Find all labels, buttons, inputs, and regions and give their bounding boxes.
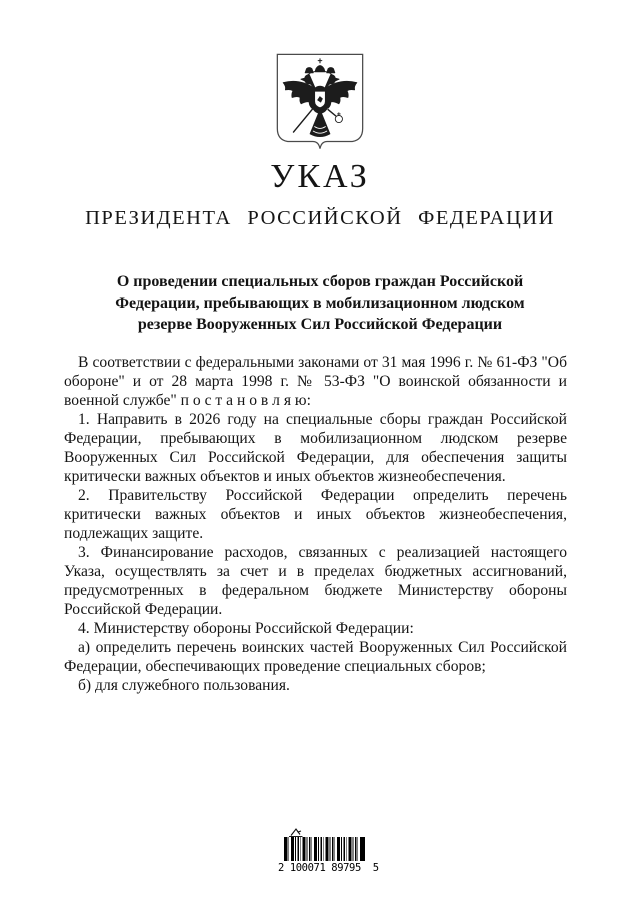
paragraph-item-3: 3. Финансирование расходов, связанных с реализацией настоящего Указа, осуществлять за счет и в пределах бюджетных ассигнований, предусмотренных в федеральном бюджете Министерству обороны Российской Федерации.	[64, 544, 567, 618]
decree-title: УКАЗ	[270, 158, 370, 195]
barcode-bars-icon	[284, 837, 365, 861]
decree-subject	[50, 271, 590, 336]
paragraph-intro: В соответствии с федеральными законами от 31 мая 1996 г. № 61-ФЗ "Об обороне" и от 28 марта 1998 г. № 53-ФЗ "О воинской обязанности и военной службе" п о с т а н о в л я ю:	[64, 354, 567, 409]
subject-line: О проведении специальных сборов граждан Российской	[116, 273, 524, 290]
paragraph-item-4: 4. Министерству обороны Российской Федерации:	[78, 620, 414, 637]
coat-of-arms-icon	[275, 53, 365, 155]
paragraph-item-1: 1. Направить в 2026 году на специальные сборы граждан Российской Федерации, пребывающих в мобилизационном людском резерве Вооруженных Сил Российской Федерации, для обеспечения защиты критически важных объектов и иных объектов жизнеобеспечения.	[64, 411, 567, 485]
decree-body	[64, 353, 567, 695]
subject-line: резерве Вооруженных Сил Российской Федерации	[137, 316, 503, 333]
barcode	[278, 837, 379, 874]
paragraph-item-4a: а) определить перечень воинских частей Вооруженных Сил Российской Федерации, обеспечивающих проведение специальных сборов;	[64, 639, 567, 675]
paragraph-item-4b: б) для служебного пользования.	[78, 677, 290, 694]
print-mark-icon	[288, 825, 304, 836]
paragraph-item-2: 2. Правительству Российской Федерации определить перечень критически важных объектов и иных объектов жизнеобеспечения, подлежащих защите.	[64, 487, 567, 542]
barcode-number: 2 100071 89795 5	[278, 862, 379, 874]
decree-issuer: ПРЕЗИДЕНТА РОССИЙСКОЙ ФЕДЕРАЦИИ	[85, 207, 555, 229]
subject-line: Федерации, пребывающих в мобилизационном людском	[115, 294, 525, 312]
